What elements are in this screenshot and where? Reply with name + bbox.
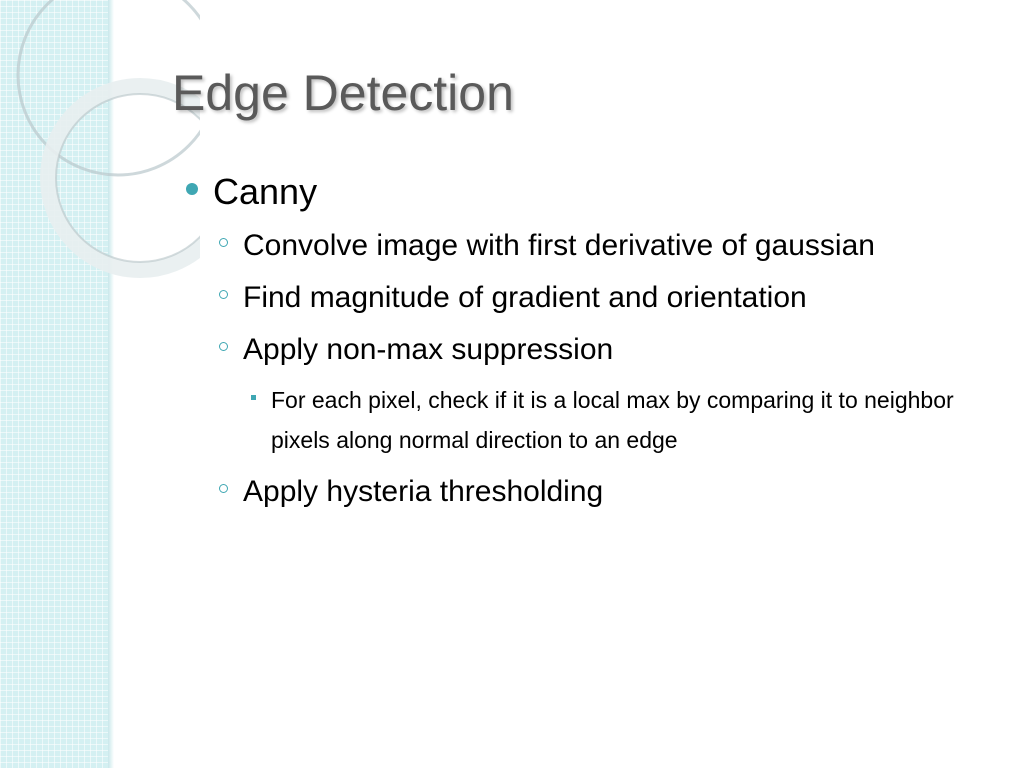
bullet-item-canny: [186, 170, 966, 214]
filled-circle-bullet-icon: [186, 183, 198, 195]
bullet-text: For each pixel, check if it is a local max by comparing it to neighbor pixels along normal direction to an edge: [271, 387, 954, 453]
slide-title: Edge Detection: [172, 65, 514, 121]
bullet-item-local-max: [186, 380, 966, 460]
bullet-item-non-max: [186, 328, 966, 372]
bullet-text: Apply hysteria thresholding: [243, 475, 604, 508]
square-bullet-icon: [251, 395, 256, 400]
bullet-text: Canny: [213, 171, 318, 212]
bullet-list: [186, 170, 966, 522]
bullet-text: Find magnitude of gradient and orientation: [243, 281, 807, 314]
bullet-text: Apply non-max suppression: [243, 333, 614, 366]
bullet-item-convolve: [186, 224, 966, 268]
hollow-circle-bullet-icon: [219, 484, 228, 493]
bullet-item-hysteria: [186, 470, 966, 514]
bullet-item-magnitude: [186, 276, 966, 320]
bullet-text: Convolve image with first derivative of gaussian: [243, 229, 875, 262]
decorative-circles-icon: [0, 0, 200, 300]
hollow-circle-bullet-icon: [219, 342, 228, 351]
hollow-circle-bullet-icon: [219, 238, 228, 247]
hollow-circle-bullet-icon: [219, 290, 228, 299]
